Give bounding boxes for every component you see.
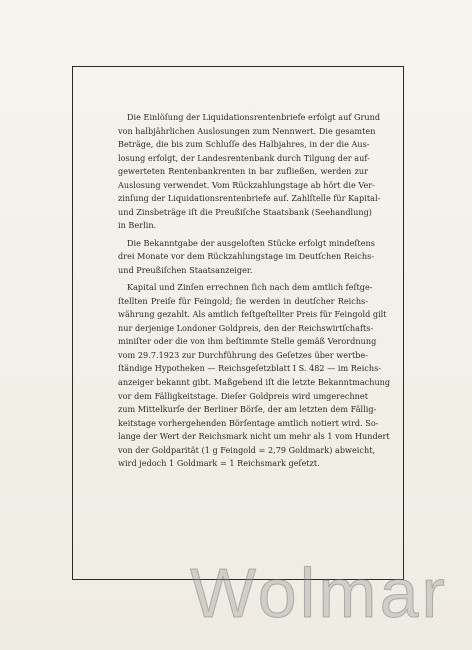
text-line: miniſter oder die von ihm beſtimmte Stelle gemäß Verordnung (118, 336, 377, 347)
text-line: Die Bekanntgabe der ausgeloſten Stücke erfolgt mindeſtens (127, 237, 375, 248)
text-line: drei Monate vor dem Rückzahlungstage im Deutſchen Reichs- (118, 251, 375, 262)
text-line: anzeiger bekannt gibt. Maßgebend iſt die letzte Bekanntmachung (118, 376, 391, 387)
text-line: Kapital und Zinſen errechnen ſich nach dem amtlich feſtge- (127, 282, 373, 293)
text-line: zum Mittelkurſe der Berliner Börſe, der am letzten dem Fällig- (118, 404, 377, 415)
text-line: ſtändige Hypotheken — Reichsgeſetzblatt I S. 482 — im Reichs- (118, 363, 382, 374)
text-line: ſtellten Preiſe für Feingold; ſie werden in deutſcher Reichs- (118, 295, 368, 306)
text-line: losung erfolgt, der Landesrentenbank durch Tilgung der auf- (118, 152, 370, 163)
text-line: vor dem Fälligkeitstage. Dieſer Goldpreis wird umgerechnet (118, 390, 368, 401)
paragraph-capital-interest (118, 281, 391, 471)
text-line: Beträge, die bis zum Schluſſe des Halbjahres, in der die Aus- (118, 139, 370, 150)
text-line: keitstage vorhergehenden Börſentage amtlich notiert wird. So- (118, 417, 379, 428)
text-line: und Preußiſchen Staatsanzeiger. (118, 264, 253, 275)
watermark-logo: Wolmar (190, 554, 448, 632)
text-line: von halbjährlichen Auslosungen zum Nennwert. Die gesamten (118, 125, 376, 136)
text-line: vom 29.7.1923 zur Durchführung des Geſetzes über wertbe- (118, 349, 368, 360)
text-line: lange der Wert der Reichsmark nicht um mehr als 1 vom Hundert (118, 431, 390, 442)
text-line: nur derjenige Londoner Goldpreis, den der Reichswirtſchafts- (118, 322, 374, 333)
text-line: zinſung der Liquidationsrentenbriefe auf. Zahlſtelle für Kapital- (118, 193, 381, 204)
text-line: Die Einlöſung der Liquidationsrentenbriefe erfolgt auf Grund (127, 112, 381, 122)
text-line: gewerteten Rentenbankrenten in bar zufließen, werden zur (118, 166, 368, 177)
text-line: wird jedoch 1 Goldmark = 1 Reichsmark geſetzt. (118, 458, 320, 469)
paragraph-redemption (118, 111, 381, 233)
text-line: in Berlin. (118, 220, 157, 231)
text-line: von der Goldparität (1 g Feingold = 2,79 Goldmark) abweicht, (118, 444, 376, 455)
text-line: Auslosung verwendet. Vom Rückzahlungstage ab hört die Ver- (118, 179, 375, 190)
paragraph-announcement (118, 237, 375, 278)
document-body (118, 111, 391, 471)
text-line: währung gezahlt. Als amtlich feſtgeſtellter Preis für Feingold gilt (118, 309, 387, 320)
text-line: und Zinsbeträge iſt die Preußiſche Staatsbank (Seehandlung) (118, 206, 372, 217)
